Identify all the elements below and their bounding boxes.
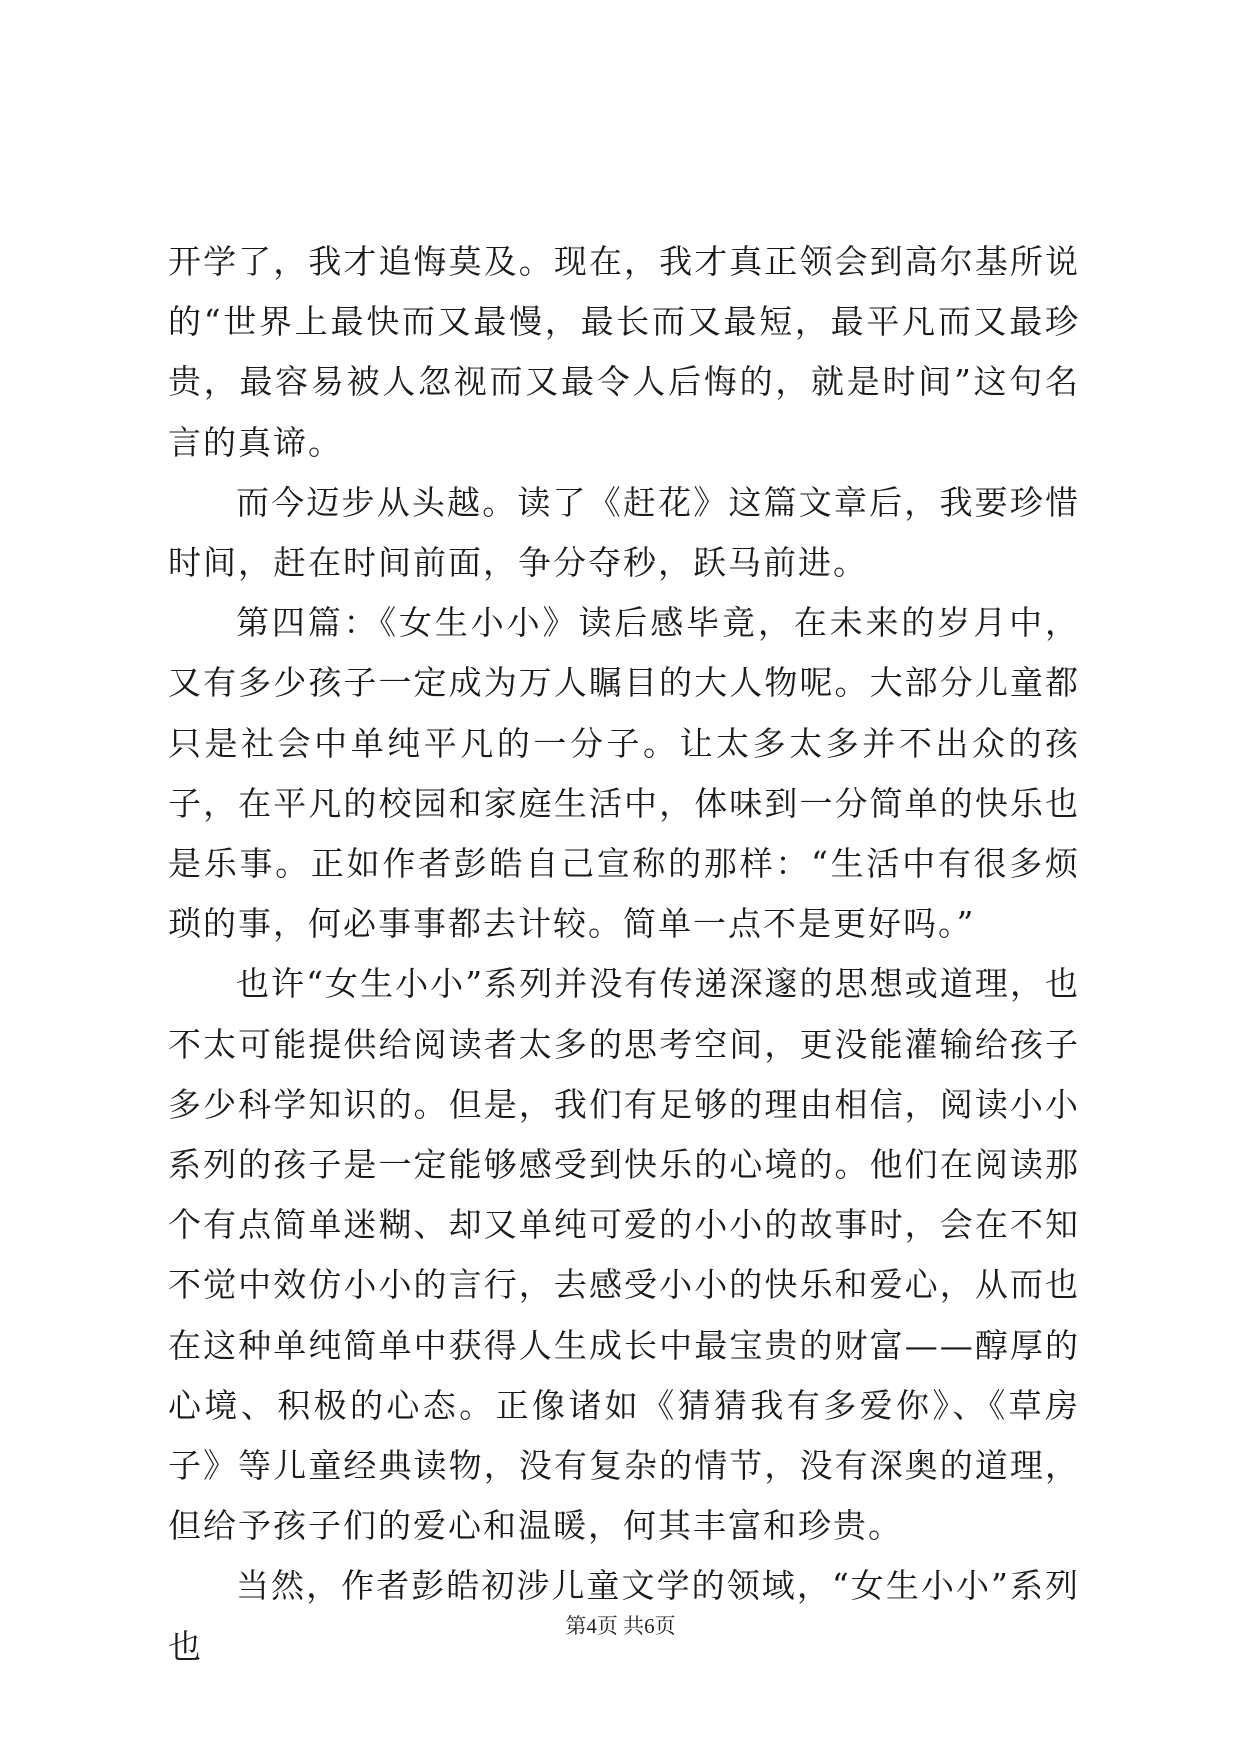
page-number-footer: 第4页 共6页 (565, 1614, 676, 1638)
paragraph: 第四篇：《女生小小》读后感毕竟，在未来的岁月中，又有多少孩子一定成为万人瞩目的大人物呢。大部分儿童都只是社会中单纯平凡的一分子。让太多太多并不出众的孩子，在平凡的校园和家庭生活中，体味到一分简单的快乐也是乐事。正如作者彭皓自己宣称的那样：“生活中有很多烦琐的事，何必事事都去计较。简单一点不是更好吗。” (168, 603, 1080, 944)
paragraph: 开学了，我才追悔莫及。现在，我才真正领会到高尔基所说的“世界上最快而又最慢，最长而又最短，最平凡而又最珍贵，最容易被人忽视而又最令人后悔的，就是时间”这句名言的真谛。 (168, 242, 1080, 462)
paragraph: 而今迈步从头越。读了《赶花》这篇文章后，我要珍惜时间，赶在时间前面，争分夺秒，跃马前进。 (168, 482, 1080, 583)
paragraph: 也许“女生小小”系列并没有传递深邃的思想或道理，也不太可能提供给阅读者太多的思考空间，更没能灌输给孩子多少科学知识的。但是，我们有足够的理由相信，阅读小小系列的孩子是一定能够感受到快乐的心境的。他们在阅读那个有点简单迷糊、却又单纯可爱的小小的故事时，会在不知不觉中效仿小小的言行，去感受小小的快乐和爱心，从而也在这种单纯简单中获得人生成长中最宝贵的财富——醇厚的心境、积极的心态。正像诸如《猜猜我有多爱你》、《草房子》等儿童经典读物，没有复杂的情节，没有深奥的道理，但给予孩子们的爱心和温暖，何其丰富和珍贵。 (168, 964, 1080, 1546)
paragraph: 当然，作者彭皓初涉儿童文学的领域，“女生小小”系列也 (168, 1566, 1080, 1666)
body-text (168, 232, 1080, 1677)
